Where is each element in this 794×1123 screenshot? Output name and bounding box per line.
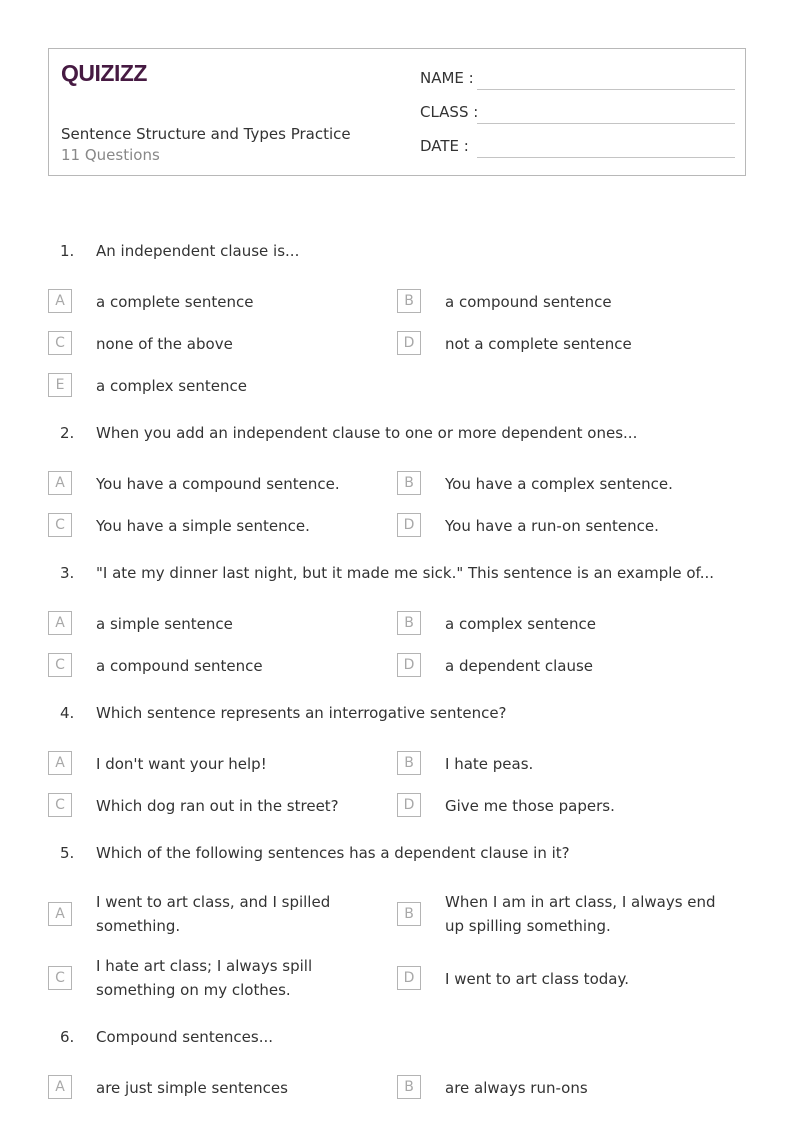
option-text: You have a simple sentence. [96, 517, 310, 535]
question-text: Compound sentences... [96, 1028, 274, 1046]
option-text: are just simple sentences [96, 1079, 288, 1097]
option-letter-box: A [48, 471, 72, 495]
option-text: I don't want your help! [96, 755, 267, 773]
question-3 [60, 564, 714, 582]
option-text: I went to art class, and I spilled something. [96, 893, 331, 935]
option-text: You have a run-on sentence. [445, 517, 659, 535]
option-letter-box: C [48, 966, 72, 990]
question-number: 1. [60, 242, 75, 260]
option-letter-box: D [397, 966, 421, 990]
option-text: I hate art class; I always spill something on my clothes. [96, 957, 313, 999]
option-letter-box: A [48, 611, 72, 635]
question-text: When you add an independent clause to one or more dependent ones... [96, 424, 638, 442]
option-text: I hate peas. [445, 755, 534, 773]
question-4 [60, 704, 507, 722]
date-field[interactable] [420, 137, 735, 161]
option-text: are always run-ons [445, 1079, 588, 1097]
question-count: 11 Questions [61, 146, 160, 164]
option-text: Give me those papers. [445, 797, 615, 815]
option-letter-box: A [48, 902, 72, 926]
question-1 [60, 242, 299, 260]
question-text: Which sentence represents an interrogative sentence? [96, 704, 507, 722]
option-text: Which dog ran out in the street? [96, 797, 339, 815]
option-text: a simple sentence [96, 615, 233, 633]
option-text: a compound sentence [96, 657, 263, 675]
option-text: a complex sentence [96, 377, 247, 395]
option-letter-box: C [48, 331, 72, 355]
question-number: 6. [60, 1028, 75, 1046]
question-number: 4. [60, 704, 75, 722]
name-field[interactable] [420, 69, 735, 93]
option-letter-box: C [48, 793, 72, 817]
option-text: a complex sentence [445, 615, 596, 633]
worksheet-header [48, 48, 746, 176]
option-letter-box: A [48, 289, 72, 313]
option-text: not a complete sentence [445, 335, 632, 353]
class-field[interactable] [420, 103, 735, 127]
question-number: 3. [60, 564, 75, 582]
question-text: An independent clause is... [96, 242, 300, 260]
quizizz-logo [61, 59, 153, 89]
class-label: CLASS : [420, 103, 479, 121]
worksheet-title: Sentence Structure and Types Practice [61, 125, 351, 143]
question-text: Which of the following sentences has a dependent clause in it? [96, 844, 570, 862]
option-letter-box: B [397, 751, 421, 775]
option-text: a dependent clause [445, 657, 594, 675]
option-letter-box: D [397, 513, 421, 537]
option-letter-box: B [397, 289, 421, 313]
svg-text:QUIZIZZ: QUIZIZZ [61, 60, 147, 86]
option-text: a complete sentence [96, 293, 254, 311]
question-number: 5. [60, 844, 75, 862]
option-letter-box: B [397, 611, 421, 635]
date-line [477, 157, 735, 158]
option-letter-box: C [48, 653, 72, 677]
question-6 [60, 1028, 273, 1046]
option-letter-box: A [48, 751, 72, 775]
question-5 [60, 844, 570, 862]
option-letter-box: B [397, 471, 421, 495]
option-letter-box: D [397, 793, 421, 817]
question-2 [60, 424, 637, 442]
option-text: a compound sentence [445, 293, 612, 311]
option-letter-box: C [48, 513, 72, 537]
question-number: 2. [60, 424, 75, 442]
option-letter-box: E [48, 373, 72, 397]
class-line [477, 123, 735, 124]
option-text: You have a complex sentence. [445, 475, 673, 493]
option-text: none of the above [96, 335, 233, 353]
option-letter-box: D [397, 331, 421, 355]
option-text: When I am in art class, I always end up spilling something. [445, 893, 716, 935]
option-text: You have a compound sentence. [96, 475, 340, 493]
date-label: DATE : [420, 137, 469, 155]
question-text: "I ate my dinner last night, but it made me sick." This sentence is an example of... [96, 564, 715, 582]
option-letter-box: B [397, 1075, 421, 1099]
name-label: NAME : [420, 69, 474, 87]
option-text: I went to art class today. [445, 970, 629, 988]
option-letter-box: D [397, 653, 421, 677]
option-letter-box: B [397, 902, 421, 926]
option-letter-box: A [48, 1075, 72, 1099]
name-line [477, 89, 735, 90]
